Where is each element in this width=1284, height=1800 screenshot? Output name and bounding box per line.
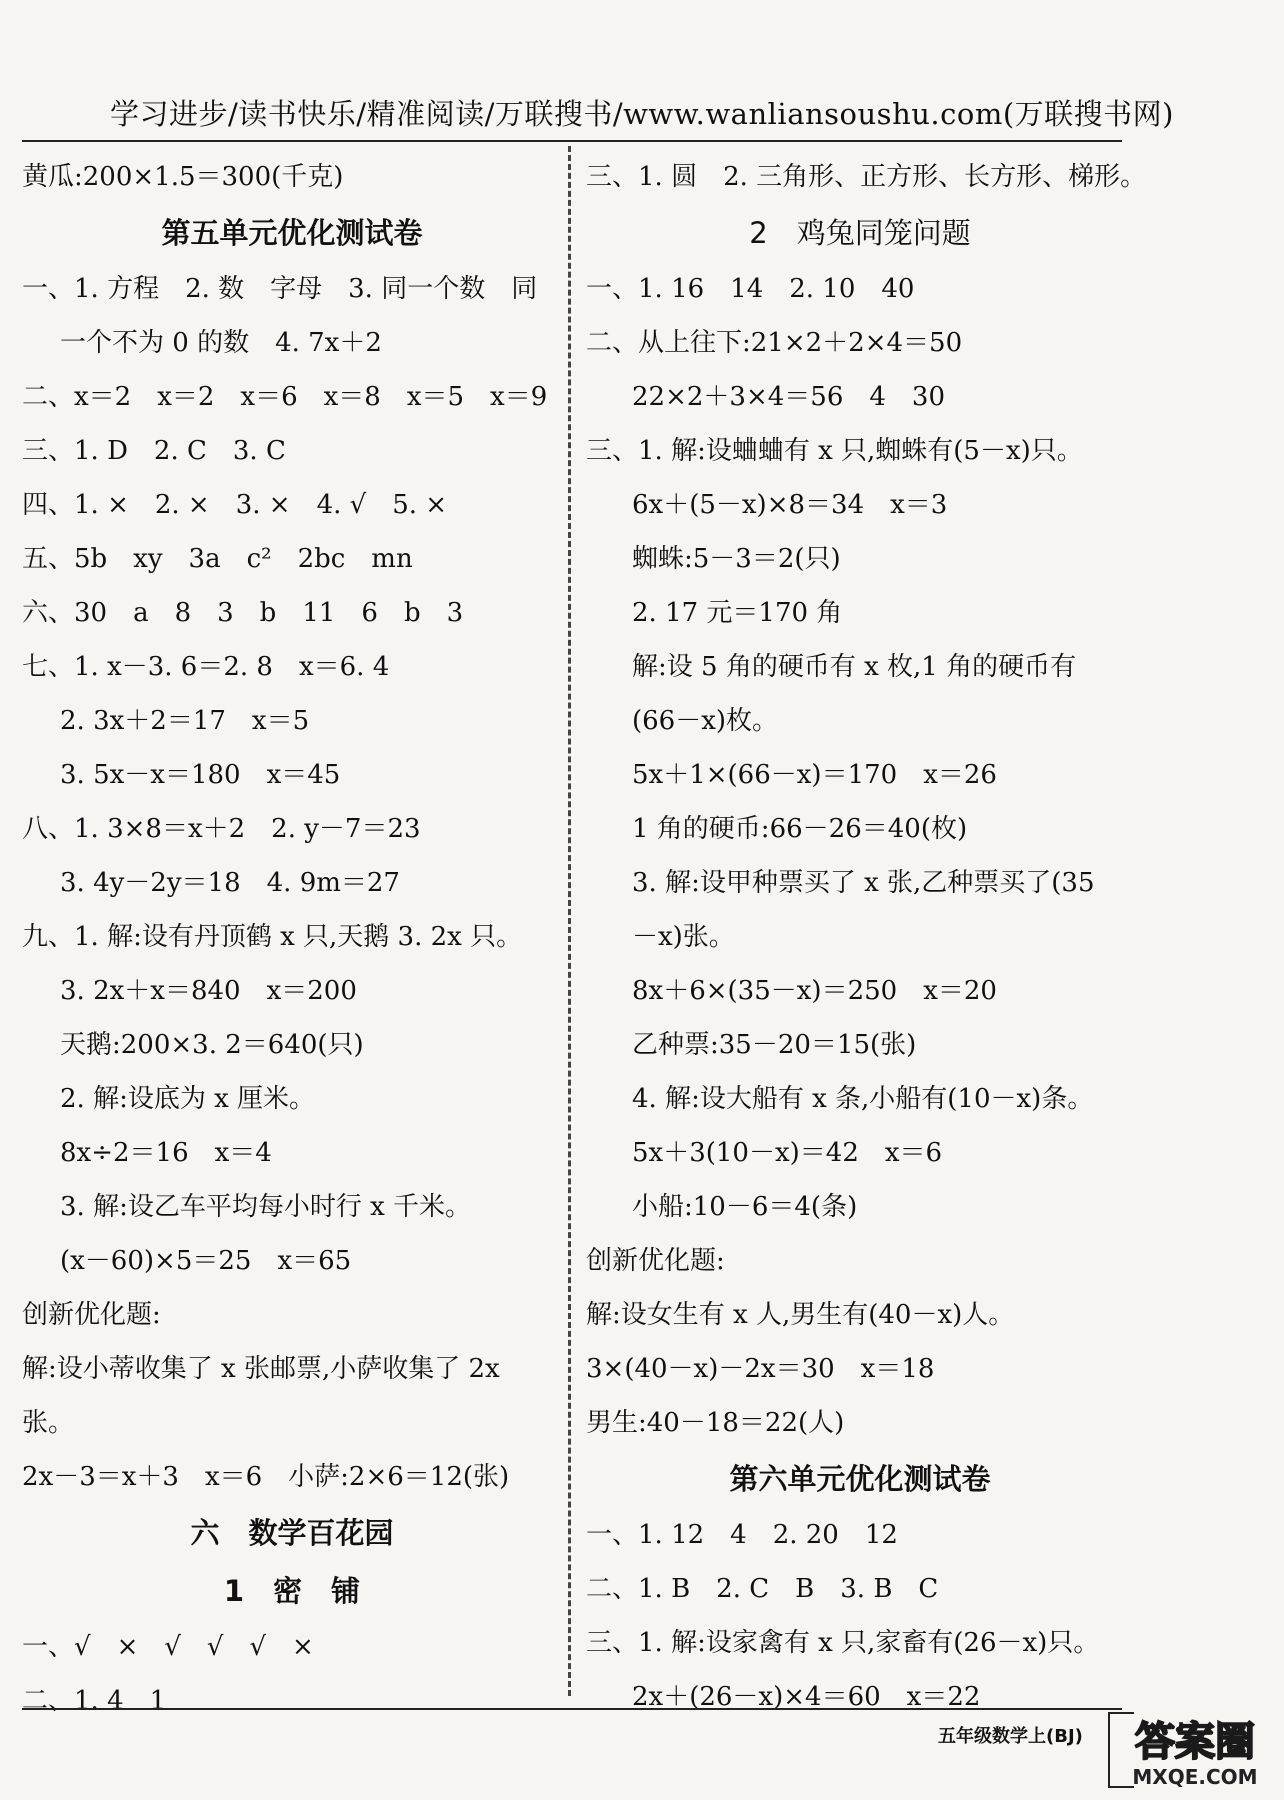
answer-line: 三、1. 解:设家禽有 x 只,家畜有(26－x)只。 — [586, 1628, 1100, 1658]
answer-line: 二、x＝2 x＝2 x＝6 x＝8 x＝5 x＝9 — [22, 382, 548, 412]
answer-line: 5x＋1×(66－x)＝170 x＝26 — [632, 760, 997, 790]
answer-line: 3. 4y－2y＝18 4. 9m＝27 — [60, 868, 400, 898]
section-heading: 第五单元优化测试卷 — [161, 216, 423, 250]
column-divider — [568, 146, 571, 1696]
watermark — [1110, 1718, 1280, 1792]
answer-line: 3. 解:设甲种票买了 x 张,乙种票买了(35 — [632, 868, 1095, 898]
answer-line: 6x＋(5－x)×8＝34 x＝3 — [632, 490, 948, 520]
watermark-url: MXQE.COM — [1132, 1765, 1258, 1789]
answer-line: (x－60)×5＝25 x＝65 — [60, 1246, 352, 1276]
answer-line: 张。 — [22, 1408, 75, 1438]
answer-line: 3. 解:设乙车平均每小时行 x 千米。 — [60, 1192, 472, 1222]
answer-line: 2x＋(26－x)×4＝60 x＝22 — [632, 1682, 981, 1712]
answer-line: 七、1. x－3. 6＝2. 8 x＝6. 4 — [22, 652, 390, 682]
footer-label: 五年级数学上(BJ) — [938, 1726, 1083, 1747]
section-heading: 2 鸡兔同笼问题 — [749, 216, 971, 250]
footer-rule — [22, 1708, 1122, 1710]
answer-line: 4. 解:设大船有 x 条,小船有(10－x)条。 — [632, 1084, 1094, 1114]
answer-line: 2. 17 元＝170 角 — [632, 598, 843, 628]
answer-line: 8x＋6×(35－x)＝250 x＝20 — [632, 976, 997, 1006]
answer-line: (66－x)枚。 — [632, 706, 779, 736]
answer-line: 一、1. 12 4 2. 20 12 — [586, 1520, 898, 1550]
section-heading: 六 数学百花园 — [190, 1516, 394, 1550]
header-rule — [22, 140, 1122, 142]
answer-line: 一个不为 0 的数 4. 7x＋2 — [60, 328, 382, 358]
answer-line: 九、1. 解:设有丹顶鹤 x 只,天鹅 3. 2x 只。 — [22, 922, 523, 952]
answer-line: 创新优化题: — [586, 1246, 725, 1276]
answer-line: 三、1. D 2. C 3. C — [22, 436, 286, 466]
answer-line: 男生:40－18＝22(人) — [586, 1408, 845, 1438]
left-column — [22, 150, 562, 1728]
right-column — [586, 150, 1147, 1724]
answer-line: 蜘蛛:5－3＝2(只) — [632, 544, 841, 574]
answer-line: 一、√ × √ √ √ × — [22, 1632, 314, 1662]
answer-line: 三、1. 解:设蛐蛐有 x 只,蜘蛛有(5－x)只。 — [586, 436, 1083, 466]
answer-line: 22×2＋3×4＝56 4 30 — [632, 382, 945, 412]
answer-line: 解:设小蒂收集了 x 张邮票,小萨收集了 2x — [22, 1354, 500, 1384]
answer-line: 创新优化题: — [22, 1300, 161, 1330]
answer-line: 解:设 5 角的硬币有 x 枚,1 角的硬币有 — [632, 652, 1077, 682]
answer-line: 五、5b xy 3a c² 2bc mn — [22, 544, 413, 574]
answer-line: 2. 解:设底为 x 厘米。 — [60, 1084, 316, 1114]
answer-line: 乙种票:35－20＝15(张) — [632, 1030, 917, 1060]
answer-line: 一、1. 16 14 2. 10 40 — [586, 274, 915, 304]
answer-line: 二、1. B 2. C B 3. B C — [586, 1574, 939, 1604]
answer-line: 5x＋3(10－x)＝42 x＝6 — [632, 1138, 943, 1168]
answer-line: 八、1. 3×8＝x＋2 2. y－7＝23 — [22, 814, 421, 844]
answer-line: －x)张。 — [632, 922, 735, 952]
answer-line: 3. 5x－x＝180 x＝45 — [60, 760, 341, 790]
answer-line: 天鹅:200×3. 2＝640(只) — [60, 1030, 364, 1060]
answer-line: 1 角的硬币:66－26＝40(枚) — [632, 814, 968, 844]
answer-line: 三、1. 圆 2. 三角形、正方形、长方形、梯形。 — [586, 162, 1147, 192]
watermark-logo: 答案圈 — [1135, 1719, 1255, 1765]
answer-line: 3. 2x＋x＝840 x＝200 — [60, 976, 357, 1006]
answer-line: 3×(40－x)－2x＝30 x＝18 — [586, 1354, 935, 1384]
answer-line: 黄瓜:200×1.5＝300(千克) — [22, 162, 344, 192]
section-heading: 第六单元优化测试卷 — [729, 1462, 991, 1496]
section-heading: 1 密 铺 — [223, 1574, 361, 1608]
page-header: 学习进步/读书快乐/精准阅读/万联搜书/www.wanliansoushu.com(万联搜书网) — [110, 97, 1174, 131]
answer-line: 2x－3＝x＋3 x＝6 小萨:2×6＝12(张) — [22, 1462, 510, 1492]
answer-line: 小船:10－6＝4(条) — [632, 1192, 858, 1222]
answer-line: 8x÷2＝16 x＝4 — [60, 1138, 272, 1168]
answer-line: 一、1. 方程 2. 数 字母 3. 同一个数 同 — [22, 274, 538, 304]
answer-line: 二、1. 4 1 — [22, 1686, 167, 1716]
answer-line: 二、从上往下:21×2＋2×4＝50 — [586, 328, 963, 358]
answer-line: 六、30 a 8 3 b 11 6 b 3 — [22, 598, 464, 628]
answer-line: 四、1. × 2. × 3. × 4. √ 5. × — [22, 490, 448, 520]
answer-line: 2. 3x＋2＝17 x＝5 — [60, 706, 310, 736]
answer-line: 解:设女生有 x 人,男生有(40－x)人。 — [586, 1300, 1015, 1330]
